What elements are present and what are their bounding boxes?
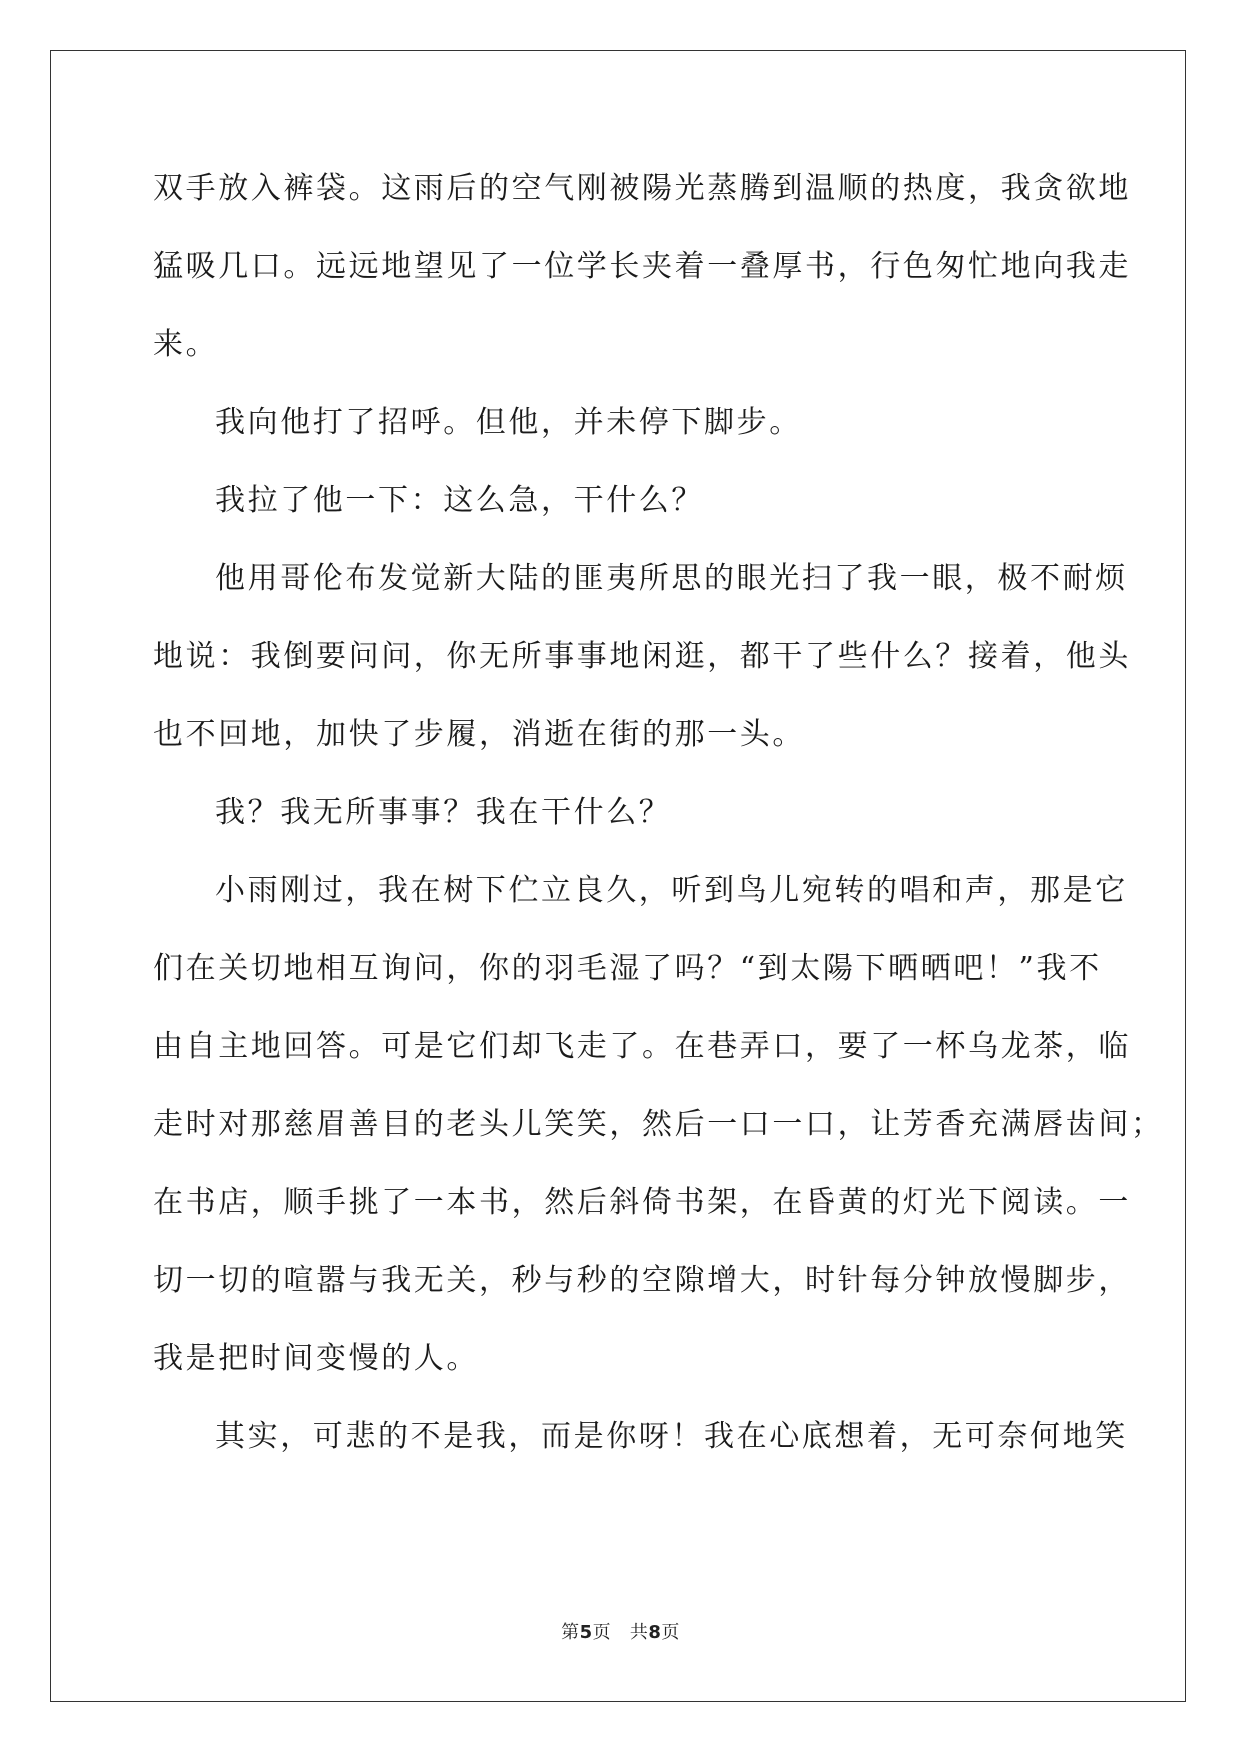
text-line: 我是把时间变慢的人。 — [153, 1341, 479, 1376]
page-footer — [0, 1618, 1241, 1644]
text-line: 双手放入裤袋。这雨后的空气刚被陽光蒸腾到温顺的热度，我贪欲地 — [153, 171, 1131, 206]
text-line: 在书店，顺手挑了一本书，然后斜倚书架，在昏黄的灯光下阅读。一 — [153, 1185, 1131, 1220]
total-suffix: 页 — [661, 1622, 680, 1643]
paragraph-start-line: 我拉了他一下：这么急，干什么？ — [215, 483, 704, 518]
total-pages: 8 — [648, 1622, 662, 1643]
text-line: 走时对那慈眉善目的老头儿笑笑，然后一口一口，让芳香充满唇齿间； — [153, 1107, 1164, 1142]
text-line: 地说：我倒要问问，你无所事事地闲逛，都干了些什么？接着，他头 — [153, 639, 1131, 674]
text-line: 也不回地，加快了步履，消逝在街的那一头。 — [153, 717, 805, 752]
page-suffix: 页 — [592, 1622, 612, 1643]
text-line: 由自主地回答。可是它们却飞走了。在巷弄口，要了一杯乌龙茶，临 — [153, 1029, 1131, 1064]
paragraph-start-line: 我向他打了招呼。但他，并未停下脚步。 — [215, 405, 802, 440]
paragraph-start-line: 我？我无所事事？我在干什么？ — [215, 795, 672, 830]
text-line: 们在关切地相互询问，你的羽毛湿了吗？“到太陽下晒晒吧！”我不 — [153, 951, 1102, 986]
document-body — [153, 150, 1164, 1476]
paragraph-start-line: 他用哥伦布发觉新大陆的匪夷所思的眼光扫了我一眼，极不耐烦 — [215, 561, 1128, 596]
text-line: 猛吸几口。远远地望见了一位学长夹着一叠厚书，行色匆忙地向我走 — [153, 249, 1131, 284]
page-number: 5 — [579, 1622, 593, 1643]
paragraph-start-line: 小雨刚过，我在树下伫立良久，听到鸟儿宛转的唱和声，那是它 — [215, 873, 1128, 908]
total-prefix: 共 — [629, 1622, 649, 1643]
page-prefix: 第 — [561, 1622, 580, 1643]
text-line: 来。 — [153, 327, 219, 362]
text-line: 切一切的喧嚣与我无关，秒与秒的空隙增大，时针每分钟放慢脚步， — [153, 1263, 1131, 1298]
paragraph-start-line: 其实，可悲的不是我，而是你呀！我在心底想着，无可奈何地笑 — [215, 1419, 1128, 1454]
